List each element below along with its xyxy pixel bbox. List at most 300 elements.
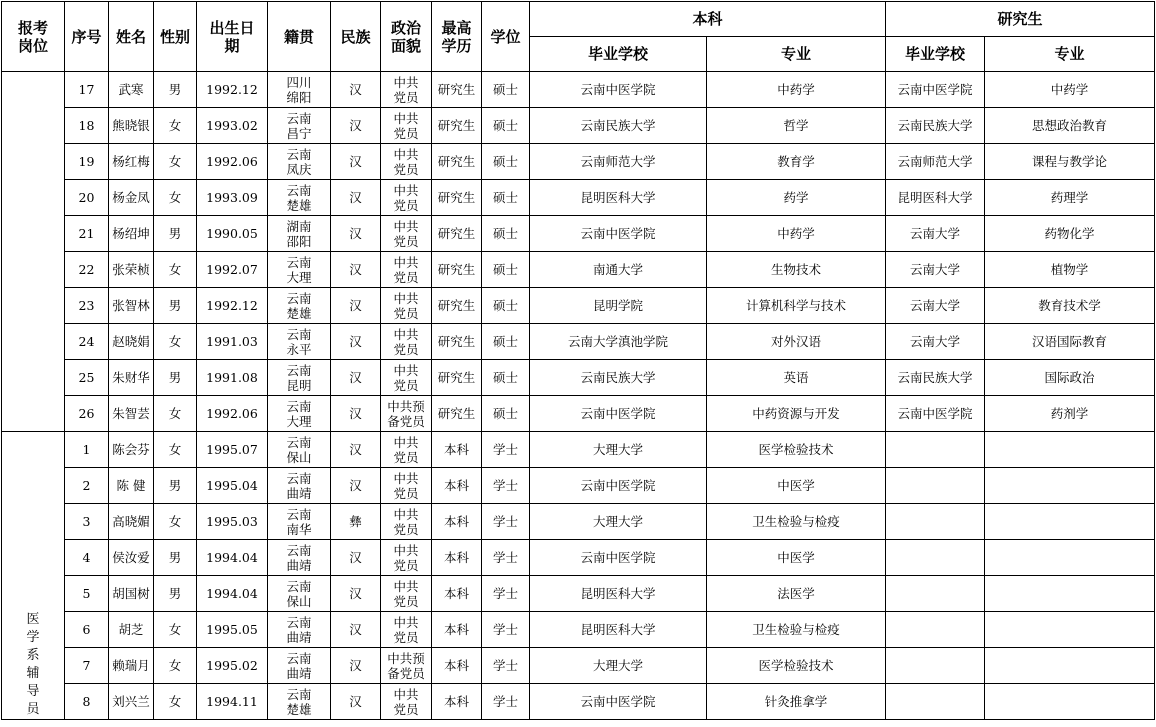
ug-major-cell: 卫生检验与检疫	[707, 504, 886, 540]
seq-cell: 2	[65, 468, 109, 504]
birth-cell: 1992.12	[197, 72, 268, 108]
ethnicity-cell: 汉	[331, 108, 381, 144]
header-row-1	[2, 2, 1155, 37]
table-row	[2, 612, 1155, 648]
name-cell: 胡国树	[109, 576, 154, 612]
political-text: 中共党员	[393, 506, 419, 537]
gr-school-cell: 云南大学	[886, 288, 985, 324]
origin-text: 云南楚雄	[286, 182, 312, 213]
gr-school-cell: 云南中医学院	[886, 72, 985, 108]
birth-cell: 1992.12	[197, 288, 268, 324]
political-cell	[381, 324, 432, 360]
ethnicity-cell: 汉	[331, 72, 381, 108]
table-row	[2, 288, 1155, 324]
gr-school-cell	[886, 540, 985, 576]
header-post: 报考岗位	[2, 2, 65, 72]
origin-text: 云南昆明	[286, 362, 312, 393]
post-label: 医学系辅导员	[26, 612, 40, 717]
degree-cell: 学士	[482, 540, 530, 576]
ethnicity-cell: 汉	[331, 576, 381, 612]
gr-major-cell	[985, 612, 1155, 648]
political-cell	[381, 612, 432, 648]
header-name: 姓名	[109, 2, 154, 72]
seq-cell: 21	[65, 216, 109, 252]
gender-cell: 女	[154, 684, 197, 720]
education-cell: 研究生	[432, 108, 482, 144]
name-cell: 张智林	[109, 288, 154, 324]
birth-cell: 1991.08	[197, 360, 268, 396]
ug-school-cell: 昆明医科大学	[530, 576, 707, 612]
birth-cell: 1994.11	[197, 684, 268, 720]
political-cell	[381, 252, 432, 288]
gr-major-cell: 药剂学	[985, 396, 1155, 432]
birth-cell: 1992.07	[197, 252, 268, 288]
gender-cell: 男	[154, 468, 197, 504]
birth-cell: 1995.04	[197, 468, 268, 504]
ethnicity-cell: 汉	[331, 252, 381, 288]
ethnicity-cell: 汉	[331, 612, 381, 648]
name-cell: 张荣桢	[109, 252, 154, 288]
gr-school-cell: 云南中医学院	[886, 396, 985, 432]
political-cell	[381, 180, 432, 216]
ug-major-cell: 生物技术	[707, 252, 886, 288]
ethnicity-cell: 彝	[331, 504, 381, 540]
header-gr-school: 毕业学校	[886, 37, 985, 72]
ug-school-cell: 云南中医学院	[530, 396, 707, 432]
gr-major-cell	[985, 648, 1155, 684]
birth-cell: 1993.09	[197, 180, 268, 216]
ug-major-cell: 医学检验技术	[707, 432, 886, 468]
political-text: 中共党员	[393, 578, 419, 609]
ug-major-cell: 中药学	[707, 72, 886, 108]
degree-cell: 学士	[482, 648, 530, 684]
ug-school-cell: 云南大学滇池学院	[530, 324, 707, 360]
education-cell: 研究生	[432, 252, 482, 288]
ethnicity-cell: 汉	[331, 468, 381, 504]
seq-cell: 17	[65, 72, 109, 108]
seq-cell: 3	[65, 504, 109, 540]
political-cell	[381, 684, 432, 720]
gender-cell: 女	[154, 144, 197, 180]
name-cell: 胡芝	[109, 612, 154, 648]
political-cell	[381, 360, 432, 396]
origin-cell	[268, 288, 331, 324]
table-row	[2, 468, 1155, 504]
birth-cell: 1995.05	[197, 612, 268, 648]
header-ug-school: 毕业学校	[530, 37, 707, 72]
ug-major-cell: 医学检验技术	[707, 648, 886, 684]
political-cell	[381, 108, 432, 144]
gender-cell: 女	[154, 324, 197, 360]
gender-cell: 男	[154, 72, 197, 108]
political-text: 中共党员	[393, 290, 419, 321]
gender-cell: 男	[154, 288, 197, 324]
header-ethnicity: 民族	[331, 2, 381, 72]
gr-major-cell	[985, 504, 1155, 540]
seq-cell: 20	[65, 180, 109, 216]
name-cell: 熊晓银	[109, 108, 154, 144]
gender-cell: 女	[154, 180, 197, 216]
ug-school-cell: 南通大学	[530, 252, 707, 288]
ethnicity-cell: 汉	[331, 396, 381, 432]
origin-text: 四川绵阳	[286, 74, 312, 105]
name-cell: 杨绍坤	[109, 216, 154, 252]
gr-school-cell: 云南大学	[886, 252, 985, 288]
degree-cell: 学士	[482, 432, 530, 468]
birth-cell: 1992.06	[197, 396, 268, 432]
gr-school-cell	[886, 648, 985, 684]
ethnicity-cell: 汉	[331, 432, 381, 468]
name-cell: 武寒	[109, 72, 154, 108]
seq-cell: 18	[65, 108, 109, 144]
table-row	[2, 324, 1155, 360]
gender-cell: 男	[154, 360, 197, 396]
roster-body	[2, 72, 1155, 720]
political-text: 中共党员	[393, 218, 419, 249]
header-birth: 出生日期	[197, 2, 268, 72]
education-cell: 研究生	[432, 216, 482, 252]
birth-cell: 1995.02	[197, 648, 268, 684]
gr-school-cell	[886, 504, 985, 540]
political-cell	[381, 288, 432, 324]
political-cell	[381, 540, 432, 576]
education-cell: 本科	[432, 576, 482, 612]
name-cell: 杨红梅	[109, 144, 154, 180]
header-education: 最高学历	[432, 2, 482, 72]
ug-school-cell: 云南中医学院	[530, 216, 707, 252]
ug-major-cell: 药学	[707, 180, 886, 216]
origin-cell	[268, 576, 331, 612]
education-cell: 研究生	[432, 360, 482, 396]
name-cell: 赖瑞月	[109, 648, 154, 684]
origin-cell	[268, 72, 331, 108]
education-cell: 本科	[432, 504, 482, 540]
political-cell	[381, 144, 432, 180]
gr-school-cell	[886, 432, 985, 468]
education-cell: 研究生	[432, 72, 482, 108]
name-cell: 侯汝爱	[109, 540, 154, 576]
ug-school-cell: 大理大学	[530, 432, 707, 468]
origin-text: 云南大理	[286, 254, 312, 285]
origin-text: 云南保山	[286, 578, 312, 609]
ethnicity-cell: 汉	[331, 360, 381, 396]
origin-text: 云南保山	[286, 434, 312, 465]
degree-cell: 学士	[482, 576, 530, 612]
ug-school-cell: 大理大学	[530, 648, 707, 684]
degree-cell: 硕士	[482, 360, 530, 396]
political-text: 中共党员	[393, 542, 419, 573]
table-row	[2, 576, 1155, 612]
seq-cell: 19	[65, 144, 109, 180]
gr-school-cell: 昆明医科大学	[886, 180, 985, 216]
post-cell	[2, 72, 65, 432]
origin-text: 云南南华	[286, 506, 312, 537]
seq-cell: 7	[65, 648, 109, 684]
origin-text: 云南曲靖	[286, 614, 312, 645]
origin-cell	[268, 108, 331, 144]
origin-cell	[268, 504, 331, 540]
birth-cell: 1993.02	[197, 108, 268, 144]
name-cell: 陈 健	[109, 468, 154, 504]
degree-cell: 硕士	[482, 216, 530, 252]
origin-cell	[268, 216, 331, 252]
header-gender: 性别	[154, 2, 197, 72]
origin-cell	[268, 648, 331, 684]
origin-text: 云南楚雄	[286, 290, 312, 321]
gender-cell: 女	[154, 504, 197, 540]
degree-cell: 学士	[482, 468, 530, 504]
degree-cell: 学士	[482, 684, 530, 720]
ethnicity-cell: 汉	[331, 288, 381, 324]
origin-text: 云南永平	[286, 326, 312, 357]
degree-cell: 硕士	[482, 72, 530, 108]
ug-major-cell: 对外汉语	[707, 324, 886, 360]
origin-text: 云南曲靖	[286, 542, 312, 573]
political-cell	[381, 216, 432, 252]
political-cell	[381, 648, 432, 684]
gr-major-cell: 药理学	[985, 180, 1155, 216]
birth-cell: 1990.05	[197, 216, 268, 252]
ug-major-cell: 教育学	[707, 144, 886, 180]
ug-school-cell: 云南中医学院	[530, 468, 707, 504]
seq-cell: 26	[65, 396, 109, 432]
ug-major-cell: 英语	[707, 360, 886, 396]
origin-cell	[268, 684, 331, 720]
header-degree: 学位	[482, 2, 530, 72]
gr-major-cell	[985, 684, 1155, 720]
origin-cell	[268, 324, 331, 360]
name-cell: 杨金凤	[109, 180, 154, 216]
gr-major-cell: 药物化学	[985, 216, 1155, 252]
seq-cell: 6	[65, 612, 109, 648]
seq-cell: 25	[65, 360, 109, 396]
political-text: 中共党员	[393, 254, 419, 285]
table-row	[2, 540, 1155, 576]
political-text: 中共预备党员	[387, 650, 425, 681]
origin-text: 湖南邵阳	[286, 218, 312, 249]
political-cell	[381, 504, 432, 540]
name-cell: 高晓媚	[109, 504, 154, 540]
origin-text: 云南曲靖	[286, 470, 312, 501]
name-cell: 刘兴兰	[109, 684, 154, 720]
political-cell	[381, 72, 432, 108]
education-cell: 本科	[432, 432, 482, 468]
education-cell: 研究生	[432, 180, 482, 216]
gr-major-cell: 汉语国际教育	[985, 324, 1155, 360]
ug-school-cell: 云南民族大学	[530, 360, 707, 396]
table-row	[2, 684, 1155, 720]
gr-school-cell: 云南大学	[886, 216, 985, 252]
roster-table	[1, 1, 1155, 720]
ethnicity-cell: 汉	[331, 216, 381, 252]
birth-cell: 1994.04	[197, 576, 268, 612]
gr-major-cell	[985, 540, 1155, 576]
political-text: 中共党员	[393, 146, 419, 177]
education-cell: 研究生	[432, 396, 482, 432]
political-text: 中共党员	[393, 362, 419, 393]
table-row	[2, 396, 1155, 432]
degree-cell: 硕士	[482, 144, 530, 180]
degree-cell: 硕士	[482, 180, 530, 216]
post-cell	[2, 432, 65, 720]
ug-school-cell: 云南中医学院	[530, 684, 707, 720]
gr-school-cell	[886, 612, 985, 648]
birth-cell: 1995.07	[197, 432, 268, 468]
gr-major-cell: 思想政治教育	[985, 108, 1155, 144]
ug-major-cell: 中药资源与开发	[707, 396, 886, 432]
ug-major-cell: 计算机科学与技术	[707, 288, 886, 324]
political-text: 中共党员	[393, 74, 419, 105]
degree-cell: 硕士	[482, 288, 530, 324]
name-cell: 朱智芸	[109, 396, 154, 432]
gr-school-cell	[886, 468, 985, 504]
ug-school-cell: 昆明医科大学	[530, 612, 707, 648]
ug-major-cell: 针灸推拿学	[707, 684, 886, 720]
gr-major-cell: 教育技术学	[985, 288, 1155, 324]
origin-text: 云南凤庆	[286, 146, 312, 177]
ug-major-cell: 中医学	[707, 468, 886, 504]
table-row	[2, 72, 1155, 108]
political-text: 中共党员	[393, 470, 419, 501]
table-row	[2, 504, 1155, 540]
political-text: 中共党员	[393, 326, 419, 357]
seq-cell: 23	[65, 288, 109, 324]
gr-school-cell: 云南民族大学	[886, 108, 985, 144]
education-cell: 本科	[432, 648, 482, 684]
political-text: 中共党员	[393, 182, 419, 213]
ug-major-cell: 卫生检验与检疫	[707, 612, 886, 648]
header-graduate: 研究生	[886, 2, 1155, 37]
ethnicity-cell: 汉	[331, 648, 381, 684]
political-cell	[381, 396, 432, 432]
header-undergrad: 本科	[530, 2, 886, 37]
political-text: 中共党员	[393, 110, 419, 141]
degree-cell: 学士	[482, 612, 530, 648]
ug-major-cell: 哲学	[707, 108, 886, 144]
gr-school-cell: 云南民族大学	[886, 360, 985, 396]
degree-cell: 硕士	[482, 396, 530, 432]
education-cell: 本科	[432, 540, 482, 576]
ug-major-cell: 法医学	[707, 576, 886, 612]
education-cell: 研究生	[432, 288, 482, 324]
gr-major-cell: 中药学	[985, 72, 1155, 108]
birth-cell: 1992.06	[197, 144, 268, 180]
gender-cell: 女	[154, 432, 197, 468]
origin-cell	[268, 396, 331, 432]
political-cell	[381, 468, 432, 504]
gender-cell: 女	[154, 648, 197, 684]
education-cell: 研究生	[432, 324, 482, 360]
origin-cell	[268, 180, 331, 216]
gr-school-cell: 云南大学	[886, 324, 985, 360]
political-text: 中共党员	[393, 686, 419, 717]
seq-cell: 24	[65, 324, 109, 360]
seq-cell: 4	[65, 540, 109, 576]
origin-text: 云南曲靖	[286, 650, 312, 681]
political-text: 中共党员	[393, 434, 419, 465]
degree-cell: 硕士	[482, 108, 530, 144]
gr-school-cell: 云南师范大学	[886, 144, 985, 180]
ug-school-cell: 大理大学	[530, 504, 707, 540]
gender-cell: 男	[154, 576, 197, 612]
degree-cell: 硕士	[482, 252, 530, 288]
gender-cell: 男	[154, 216, 197, 252]
gender-cell: 男	[154, 540, 197, 576]
political-cell	[381, 576, 432, 612]
seq-cell: 1	[65, 432, 109, 468]
gr-major-cell	[985, 576, 1155, 612]
ug-school-cell: 云南中医学院	[530, 72, 707, 108]
origin-cell	[268, 540, 331, 576]
birth-cell: 1991.03	[197, 324, 268, 360]
header-origin: 籍贯	[268, 2, 331, 72]
gender-cell: 女	[154, 108, 197, 144]
ug-school-cell: 云南民族大学	[530, 108, 707, 144]
birth-cell: 1995.03	[197, 504, 268, 540]
ug-major-cell: 中医学	[707, 540, 886, 576]
political-text: 中共党员	[393, 614, 419, 645]
degree-cell: 学士	[482, 504, 530, 540]
name-cell: 赵晓娟	[109, 324, 154, 360]
gr-school-cell	[886, 684, 985, 720]
origin-cell	[268, 468, 331, 504]
table-row	[2, 252, 1155, 288]
name-cell: 陈会芬	[109, 432, 154, 468]
gr-major-cell: 植物学	[985, 252, 1155, 288]
political-text: 中共预备党员	[387, 398, 425, 429]
ug-school-cell: 云南中医学院	[530, 540, 707, 576]
origin-text: 云南昌宁	[286, 110, 312, 141]
gr-major-cell	[985, 468, 1155, 504]
gr-major-cell: 国际政治	[985, 360, 1155, 396]
ug-school-cell: 云南师范大学	[530, 144, 707, 180]
header-seq: 序号	[65, 2, 109, 72]
seq-cell: 5	[65, 576, 109, 612]
education-cell: 本科	[432, 684, 482, 720]
name-cell: 朱财华	[109, 360, 154, 396]
origin-cell	[268, 252, 331, 288]
education-cell: 本科	[432, 612, 482, 648]
gr-major-cell	[985, 432, 1155, 468]
ethnicity-cell: 汉	[331, 684, 381, 720]
origin-cell	[268, 144, 331, 180]
ug-school-cell: 昆明医科大学	[530, 180, 707, 216]
table-row	[2, 216, 1155, 252]
header-ug-major: 专业	[707, 37, 886, 72]
political-cell	[381, 432, 432, 468]
degree-cell: 硕士	[482, 324, 530, 360]
education-cell: 本科	[432, 468, 482, 504]
seq-cell: 22	[65, 252, 109, 288]
table-row	[2, 432, 1155, 468]
header-political: 政治面貌	[381, 2, 432, 72]
header-gr-major: 专业	[985, 37, 1155, 72]
gr-major-cell: 课程与教学论	[985, 144, 1155, 180]
birth-cell: 1994.04	[197, 540, 268, 576]
ethnicity-cell: 汉	[331, 180, 381, 216]
ug-school-cell: 昆明学院	[530, 288, 707, 324]
gender-cell: 女	[154, 252, 197, 288]
ethnicity-cell: 汉	[331, 324, 381, 360]
ethnicity-cell: 汉	[331, 540, 381, 576]
education-cell: 研究生	[432, 144, 482, 180]
origin-text: 云南大理	[286, 398, 312, 429]
table-row	[2, 180, 1155, 216]
seq-cell: 8	[65, 684, 109, 720]
table-row	[2, 360, 1155, 396]
gender-cell: 女	[154, 396, 197, 432]
origin-cell	[268, 432, 331, 468]
